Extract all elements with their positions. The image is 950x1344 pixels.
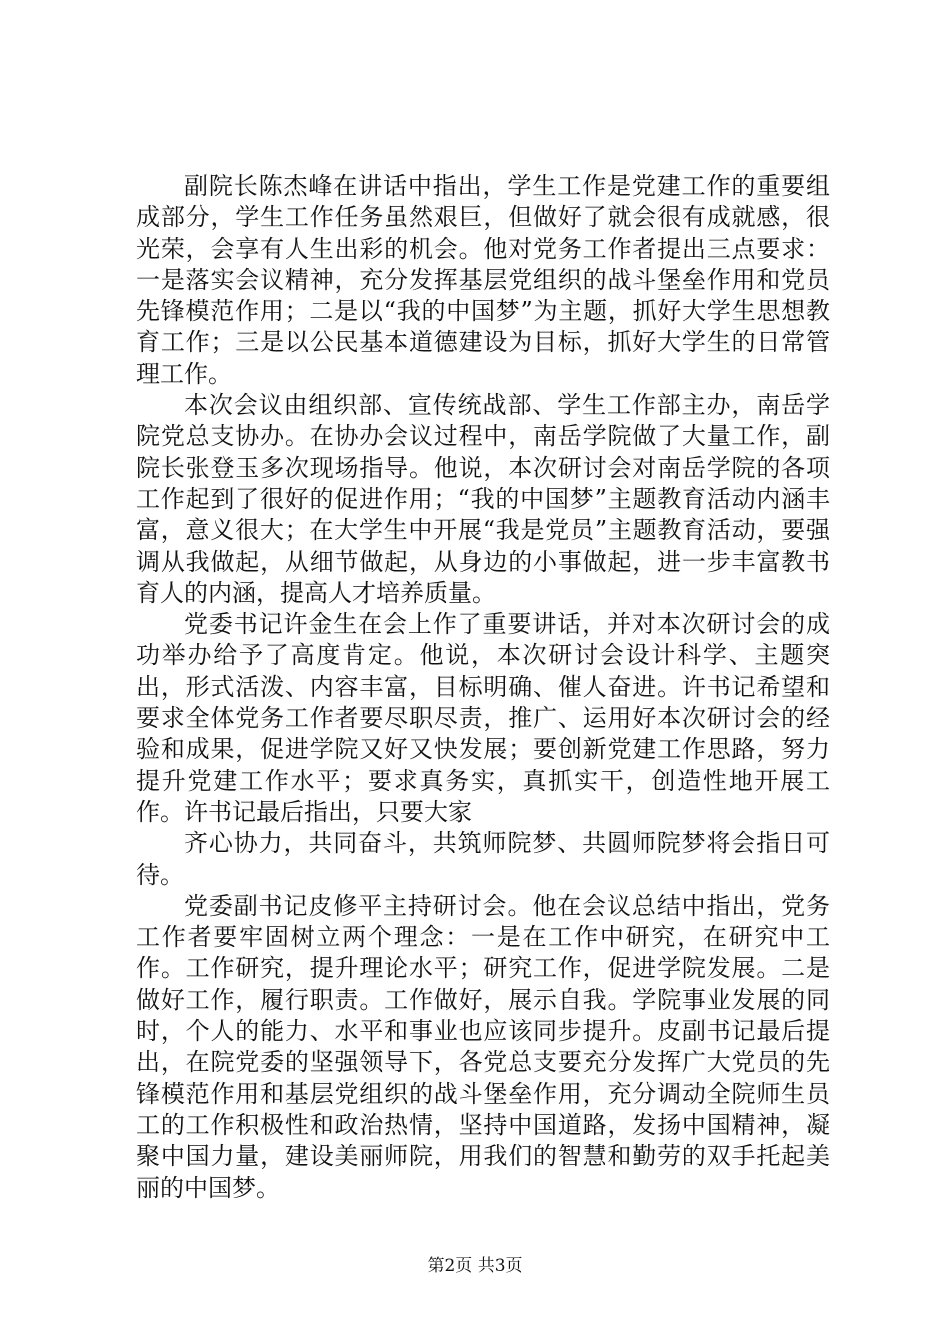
- paragraph: 副院长陈杰峰在讲话中指出，学生工作是党建工作的重要组成部分，学生工作任务虽然艰巨，但做好了就会很有成就感，很光荣，会享有人生出彩的机会。他对党务工作者提出三点要求：一是落实会议精神，充分发挥基层党组织的战斗堡垒作用和党员先锋模范作用；二是以“我的中国梦”为主题，抓好大学生思想教育工作；三是以公民基本道德建设为目标，抓好大学生的日常管理工作。: [136, 172, 830, 388]
- page-footer: 第2页 共3页: [427, 1256, 523, 1276]
- paragraph: 齐心协力，共同奋斗，共筑师院梦、共圆师院梦将会指日可待。: [136, 829, 830, 889]
- paragraph: 党委副书记皮修平主持研讨会。他在会议总结中指出，党务工作者要牢固树立两个理念：一是在工作中研究，在研究中工作。工作研究，提升理论水平；研究工作，促进学院发展。二是做好工作，履行职责。工作做好，展示自我。学院事业发展的同时，个人的能力、水平和事业也应该同步提升。皮副书记最后提出，在院党委的坚强领导下，各党总支要充分发挥广大党员的先锋模范作用和基层党组织的战斗堡垒作用，充分调动全院师生员工的工作积极性和政治热情，坚持中国道路，发扬中国精神，凝聚中国力量，建设美丽师院，用我们的智慧和勤劳的双手托起美丽的中国梦。: [136, 891, 830, 1202]
- paragraph: 党委书记许金生在会上作了重要讲话，并对本次研讨会的成功举办给予了高度肯定。他说，本次研讨会设计科学、主题突出，形式活泼、内容丰富，目标明确、催人奋进。许书记希望和要求全体党务工作者要尽职尽责，推广、运用好本次研讨会的经验和成果，促进学院又好又快发展；要创新党建工作思路，努力提升党建工作水平；要求真务实，真抓实干，创造性地开展工作。许书记最后指出，只要大家: [136, 610, 830, 826]
- paragraph: 本次会议由组织部、宣传统战部、学生工作部主办，南岳学院党总支协办。在协办会议过程中，南岳学院做了大量工作，副院长张登玉多次现场指导。他说，本次研讨会对南岳学院的各项工作起到了很好的促进作用；“我的中国梦”主题教育活动内涵丰富，意义很大；在大学生中开展“我是党员”主题教育活动，要强调从我做起，从细节做起，从身边的小事做起，进一步丰富教书育人的内涵，提高人才培养质量。: [136, 391, 830, 607]
- document-body: [136, 171, 830, 1204]
